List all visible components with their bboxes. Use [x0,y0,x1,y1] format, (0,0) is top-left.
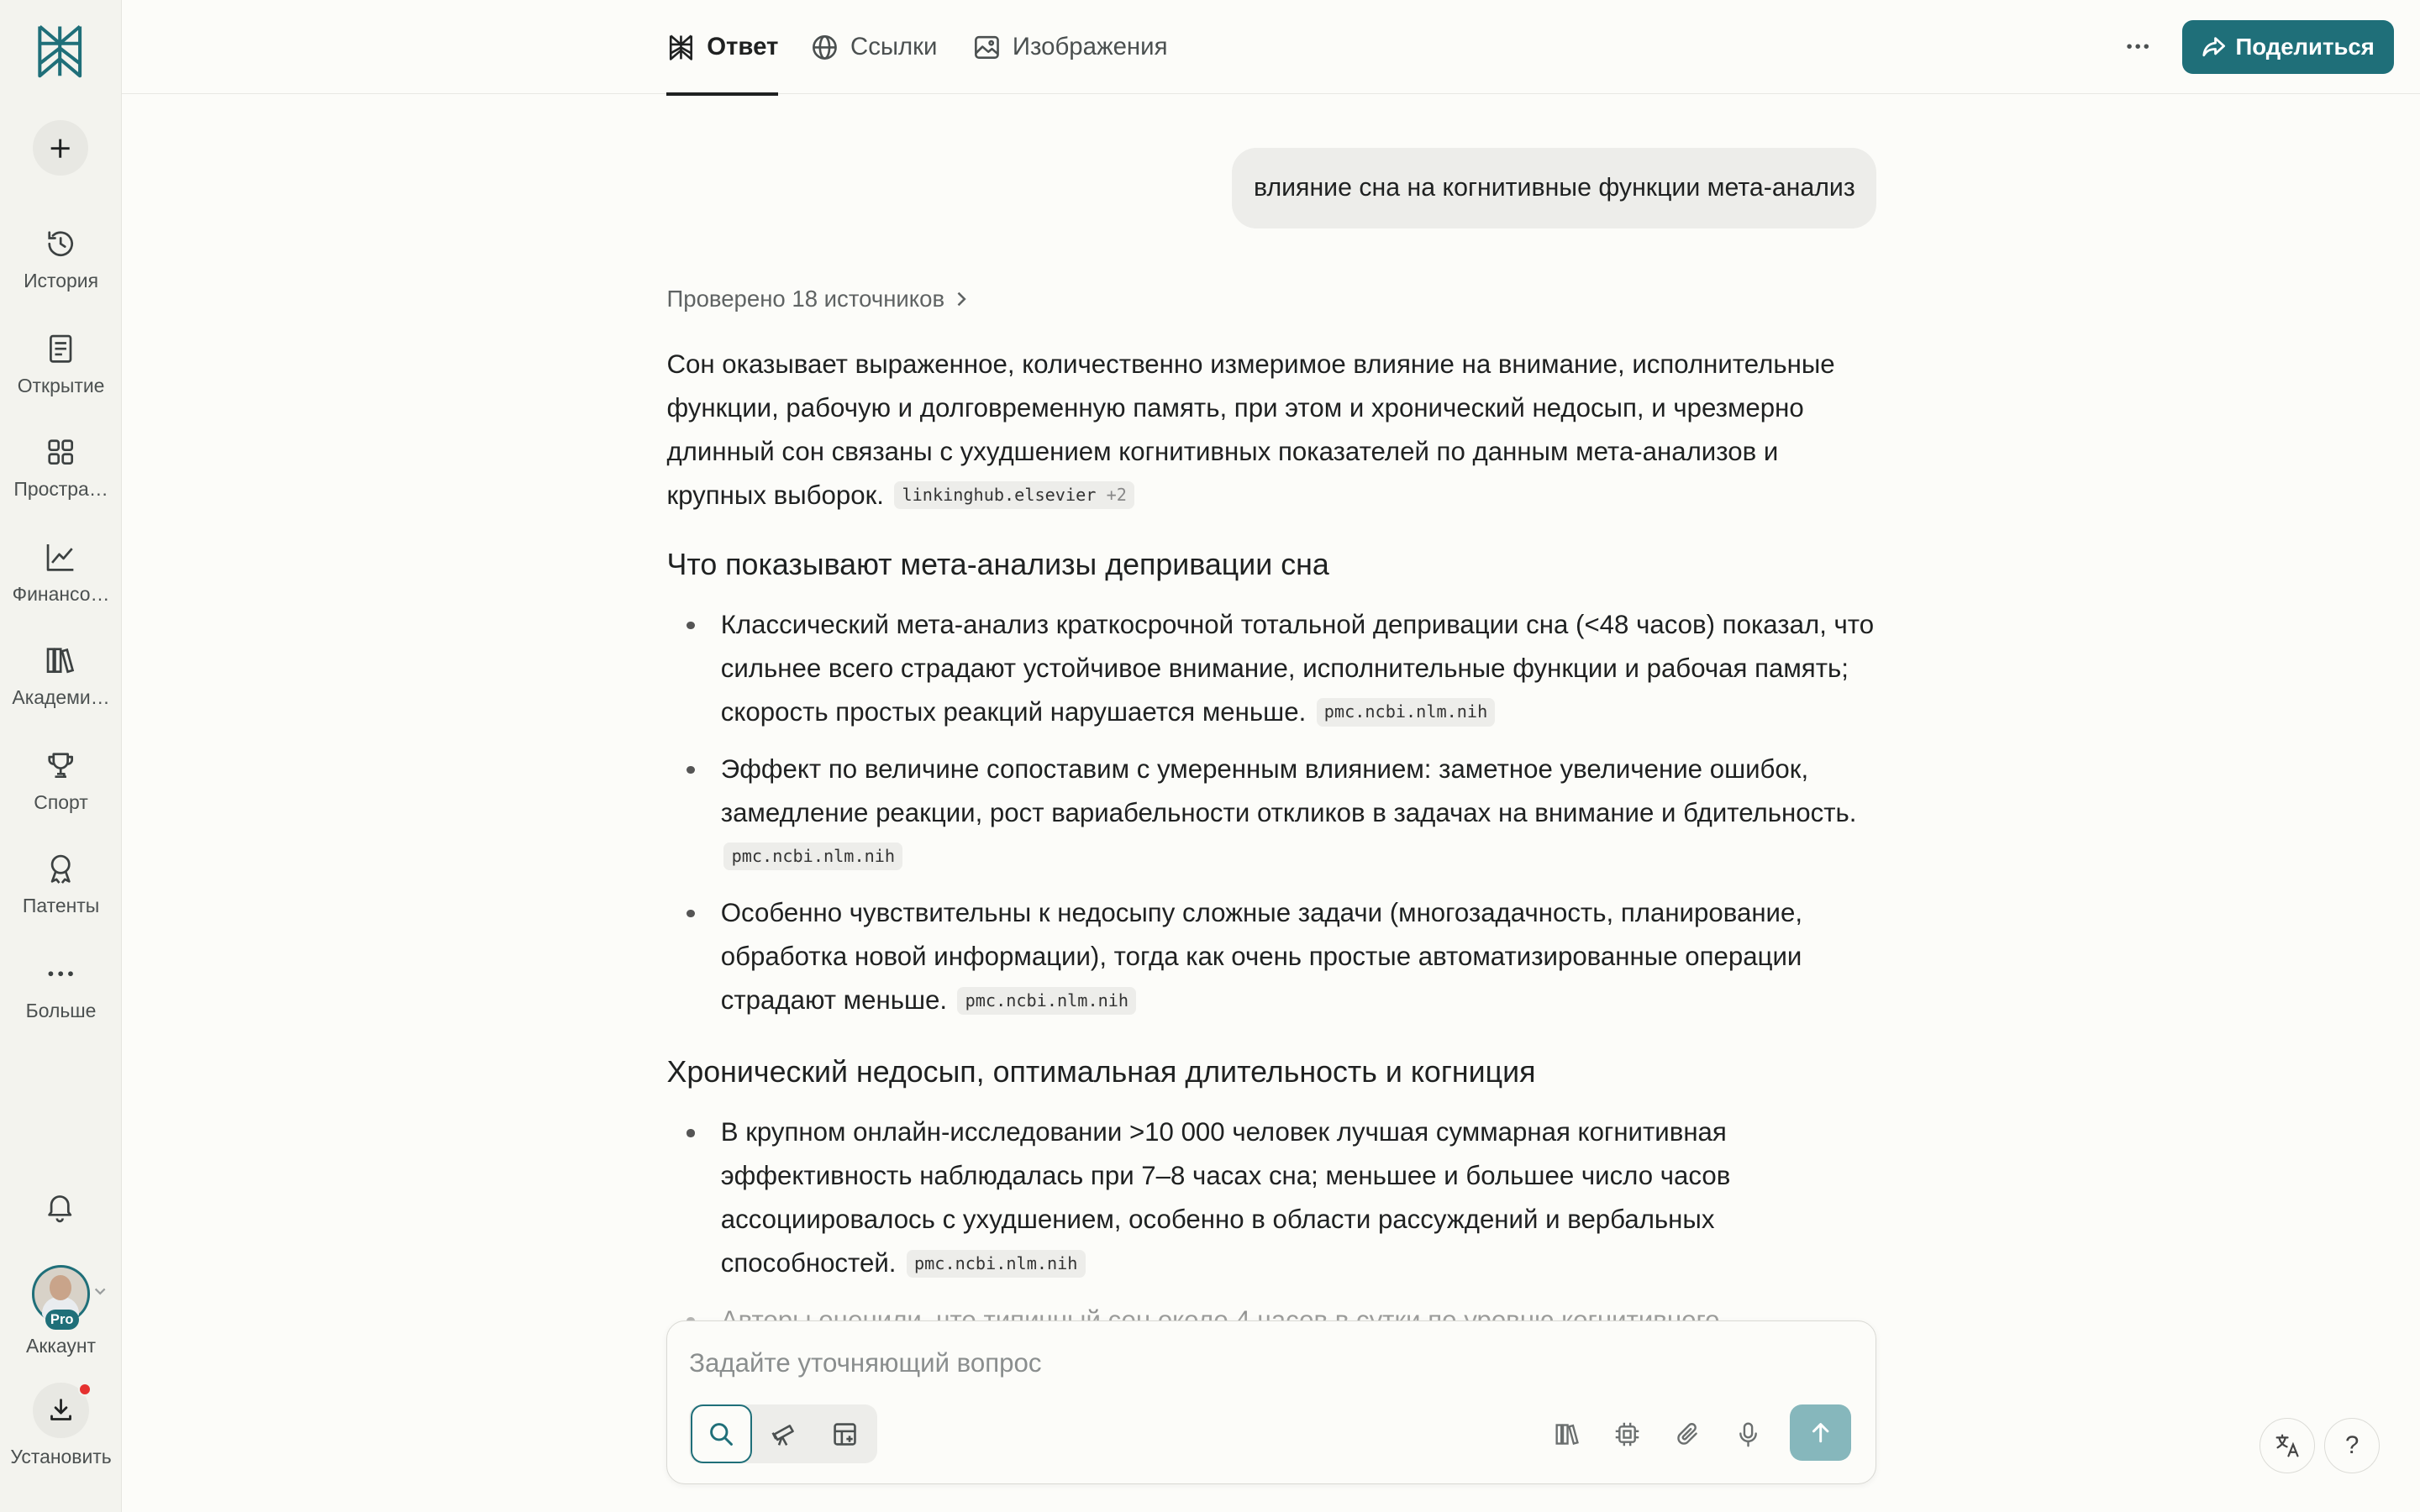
answer-intro-text: Сон оказывает выраженное, количественно измеримое влияние на внимание, исполнительные функции, рабочую и долговременную память, при этом и хронический недосып, и чрезмерно длинный сон связаны с ухудшением когнитивных показателей по данным мета-анализов и крупных выборок. [666,349,1835,510]
academic-icon [1554,1420,1581,1448]
pro-badge: Pro [45,1310,79,1330]
list-item-text: Эффект по величине сопоставим с умеренным влиянием: заметное увеличение ошибок, замедление реакции, рост вариабельности откликов в задачах на внимание и бдительность. [720,753,1857,827]
new-thread-button[interactable] [33,120,88,176]
plus-icon [48,136,72,160]
academic-books-icon [44,643,77,677]
download-icon [47,1396,75,1424]
mode-search-button[interactable] [691,1404,752,1463]
tab-answer[interactable] [666,0,778,94]
citation-chip[interactable]: pmc.ncbi.nlm.nih [907,1250,1086,1278]
sidebar-item-academic[interactable] [0,638,122,731]
spaces-icon [44,435,77,469]
section1-bullet-list [666,603,1876,1036]
list-item [666,1110,1876,1285]
citation-chip[interactable]: pmc.ncbi.nlm.nih [957,987,1136,1015]
research-telescope-icon [770,1420,797,1448]
mode-research-button[interactable] [752,1404,813,1463]
account-label: Аккаунт [26,1335,97,1357]
citation-source: linkinghub.elsevier [902,485,1097,506]
award-icon [44,852,77,885]
install-label: Установить [10,1445,112,1467]
answer-intro [666,343,1876,517]
tab-label: Ссылки [850,33,938,61]
section-heading: Хронический недосып, оптимальная длительность и когниция [666,1055,1536,1089]
submit-button[interactable] [1790,1404,1851,1460]
tab-images[interactable] [972,0,1167,94]
sidebar-item-label: Академи… [12,686,110,709]
chevron-right-icon [954,290,969,308]
install-circle [33,1383,88,1438]
account-button[interactable] [0,1262,122,1357]
list-item-text: Особенно чувствительны к недосыпу сложные задачи (многозадачность, планирование, обработка новой информации), тогда как очень простые автоматизированные операции страдают меньше. [720,898,1803,1016]
choose-model-button[interactable] [1611,1417,1644,1451]
tab-label: Изображения [1012,33,1168,61]
sidebar-item-finance[interactable] [0,535,122,627]
share-button[interactable] [2182,20,2394,74]
list-item-text: В крупном онлайн-исследовании >10 000 человек лучшая суммарная когнитивная эффективность наблюдалась при 7–8 часах сна; меньшее и большее число часов ассоциировалось с ухудшением, особенно в области рассуждений и вербальных способностей. [720,1117,1731,1278]
top-header [122,0,2420,94]
share-icon [2202,34,2226,59]
labs-grid-icon [831,1420,859,1448]
attach-icon [1674,1420,1702,1448]
list-item [666,748,1876,879]
sidebar-item-patents[interactable] [0,847,122,939]
sources-summary[interactable] [666,286,969,312]
list-item [666,603,1876,734]
tab-links[interactable] [810,0,937,94]
list-item-text: Классический мета-анализ краткосрочной тотальной депривации сна (<48 часов) показал, что сильнее всего страдают устойчивое внимание, исполнительные функции и рабочая память; скорость простых реакций нарушается меньше. [720,610,1875,727]
notification-dot [78,1383,92,1397]
follow-up-composer [666,1320,1876,1484]
avatar [32,1265,91,1327]
attach-button[interactable] [1670,1417,1704,1451]
sidebar [0,0,122,1512]
translate-icon [2274,1431,2302,1459]
avatar-face-shape [50,1275,71,1299]
sidebar-item-sport[interactable] [0,743,122,836]
sources-label: Проверено 18 источников [666,285,945,312]
globe-icon [810,33,839,62]
sidebar-item-spaces[interactable] [0,430,122,522]
citation-chip[interactable]: pmc.ncbi.nlm.nih [1317,698,1496,726]
citation-chip[interactable]: pmc.ncbi.nlm.nih [723,843,902,870]
tab-label: Ответ [707,33,779,61]
sidebar-item-label: Открытие [17,375,105,397]
image-icon [972,33,1002,62]
help-question-icon: ? [2344,1431,2360,1459]
section-heading: Что показывают мета-анализы депривации сна [666,548,1329,582]
search-icon [708,1420,735,1448]
language-button[interactable] [2260,1418,2315,1473]
share-label: Поделиться [2235,34,2375,60]
microphone-icon [1734,1420,1762,1448]
search-mode-toggle [689,1404,877,1463]
citation-chip[interactable] [894,481,1134,509]
finance-chart-icon [44,540,77,574]
sidebar-item-label: Финансо… [12,583,110,606]
voice-input-button[interactable] [1731,1417,1765,1451]
sidebar-item-label: Патенты [22,895,100,917]
mode-labs-button[interactable] [814,1404,876,1463]
chevron-down-icon[interactable] [92,1284,108,1299]
history-icon [44,227,77,260]
arrow-up-icon [1808,1420,1833,1445]
sidebar-item-more[interactable] [0,952,122,1044]
sidebar-item-label: Больше [25,1000,97,1022]
sidebar-item-discover[interactable] [0,327,122,419]
more-dots-icon [44,957,77,990]
install-app-button[interactable] [0,1383,122,1475]
sidebar-item-label: Простра… [13,478,108,501]
sidebar-item-label: Спорт [34,791,88,814]
citation-more-count: +2 [1106,485,1127,506]
sidebar-item-history[interactable] [0,222,122,314]
list-item [666,891,1876,1022]
answer-icon [666,33,696,62]
focus-academic-button[interactable] [1550,1417,1584,1451]
model-chip-icon [1613,1420,1641,1448]
trophy-icon [44,748,77,782]
more-options-icon[interactable] [2121,29,2154,63]
perplexity-logo-icon[interactable] [34,22,86,81]
answer-thread [666,94,1876,1359]
sidebar-item-label: История [24,270,99,292]
discover-icon [44,332,77,365]
follow-up-input[interactable] [689,1343,1770,1383]
user-query-bubble[interactable]: влияние сна на когнитивные функции мета-анализ [1232,148,1876,228]
notifications-bell-icon[interactable] [43,1189,76,1223]
help-button[interactable] [2324,1418,2380,1473]
